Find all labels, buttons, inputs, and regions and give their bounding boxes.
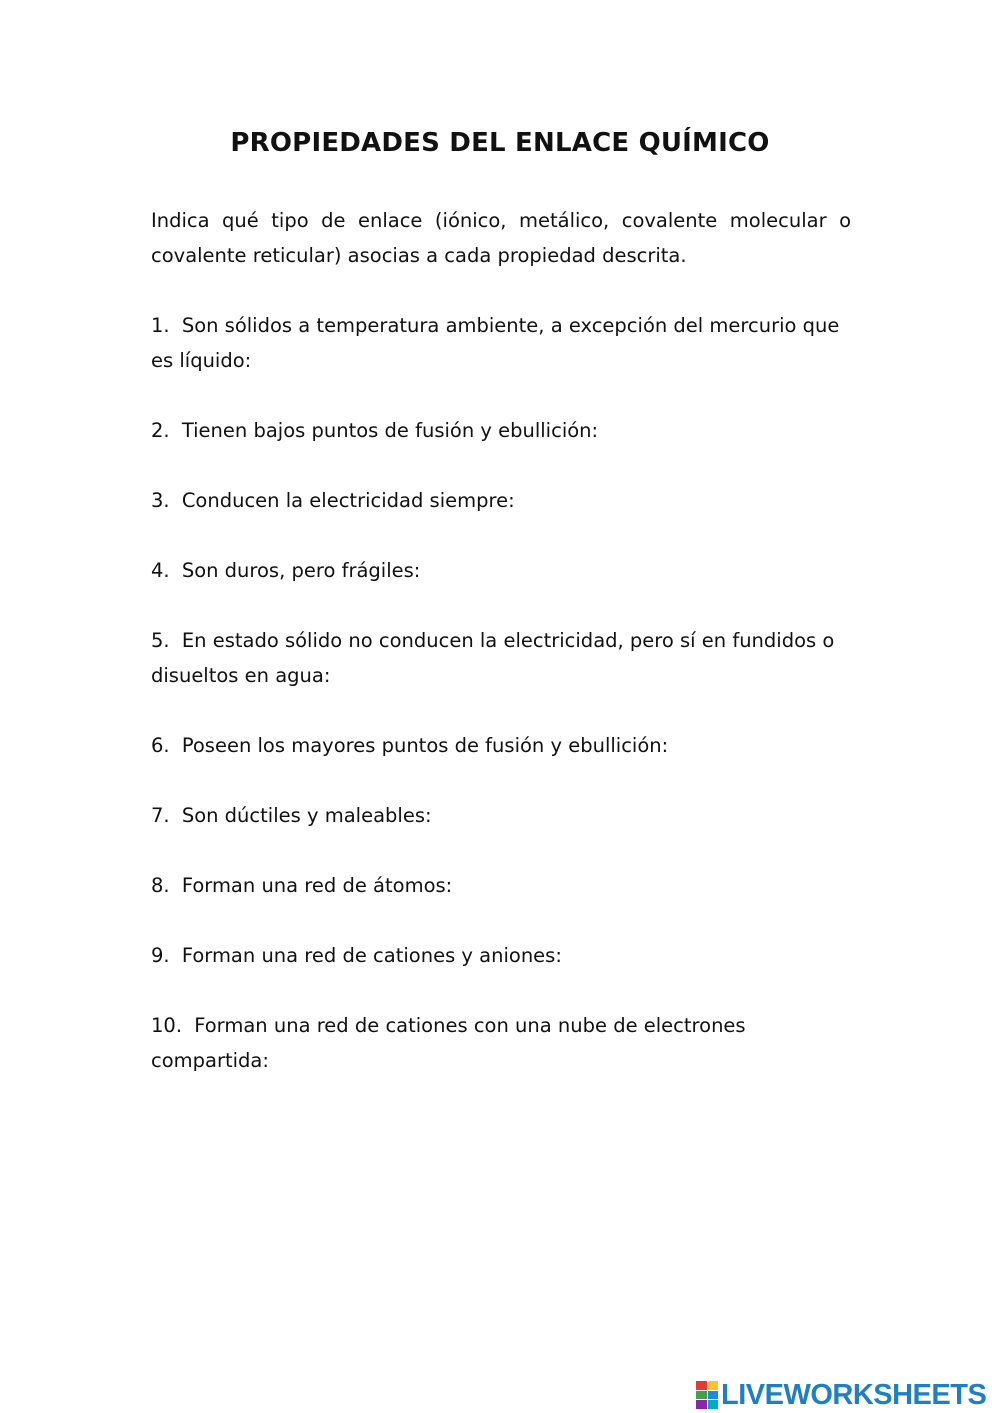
question-item <box>151 413 851 448</box>
logo-square <box>696 1391 707 1400</box>
question-number: 6. <box>151 734 170 757</box>
question-text: Son sólidos a temperatura ambiente, a excepción del mercurio que es líquido: <box>151 314 840 372</box>
question-number: 4. <box>151 559 170 582</box>
question-text: Forman una red de átomos: <box>181 874 453 897</box>
page-title: PROPIEDADES DEL ENLACE QUÍMICO <box>230 128 770 158</box>
question-text: Conducen la electricidad siempre: <box>181 489 515 512</box>
question-number: 1. <box>151 314 170 337</box>
question-item <box>151 553 851 588</box>
logo-square <box>708 1400 719 1409</box>
question-item <box>151 938 851 973</box>
question-text: Son dúctiles y maleables: <box>181 804 432 827</box>
logo-square <box>696 1400 707 1409</box>
question-number: 9. <box>151 944 170 967</box>
question-number: 5. <box>151 629 170 652</box>
question-item <box>151 728 851 763</box>
logo-text: LIVEWORKSHEETS <box>721 1378 987 1411</box>
instructions: Indica qué tipo de enlace (iónico, metálico, covalente molecular o covalente reticular) asocias a cada propiedad descrita. <box>151 209 851 267</box>
question-number: 2. <box>151 419 170 442</box>
liveworksheets-logo-icon <box>696 1381 718 1409</box>
question-number: 10. <box>151 1014 183 1037</box>
question-item <box>151 308 851 378</box>
question-text: Forman una red de cationes y aniones: <box>181 944 562 967</box>
question-item <box>151 483 851 518</box>
logo-square <box>708 1381 719 1390</box>
worksheet-body <box>151 203 851 1113</box>
question-item <box>151 868 851 903</box>
question-item <box>151 1008 851 1078</box>
liveworksheets-logo <box>696 1378 986 1412</box>
question-number: 3. <box>151 489 170 512</box>
question-text: Forman una red de cationes con una nube de electrones compartida: <box>151 1014 746 1072</box>
question-item <box>151 623 851 693</box>
question-number: 7. <box>151 804 170 827</box>
question-text: Poseen los mayores puntos de fusión y ebullición: <box>181 734 669 757</box>
question-item <box>151 798 851 833</box>
logo-square <box>696 1381 707 1390</box>
logo-square <box>708 1391 719 1400</box>
question-text: En estado sólido no conducen la electricidad, pero sí en fundidos o disueltos en agua: <box>151 629 835 687</box>
question-text: Son duros, pero frágiles: <box>181 559 421 582</box>
question-number: 8. <box>151 874 170 897</box>
question-text: Tienen bajos puntos de fusión y ebullición: <box>181 419 599 442</box>
